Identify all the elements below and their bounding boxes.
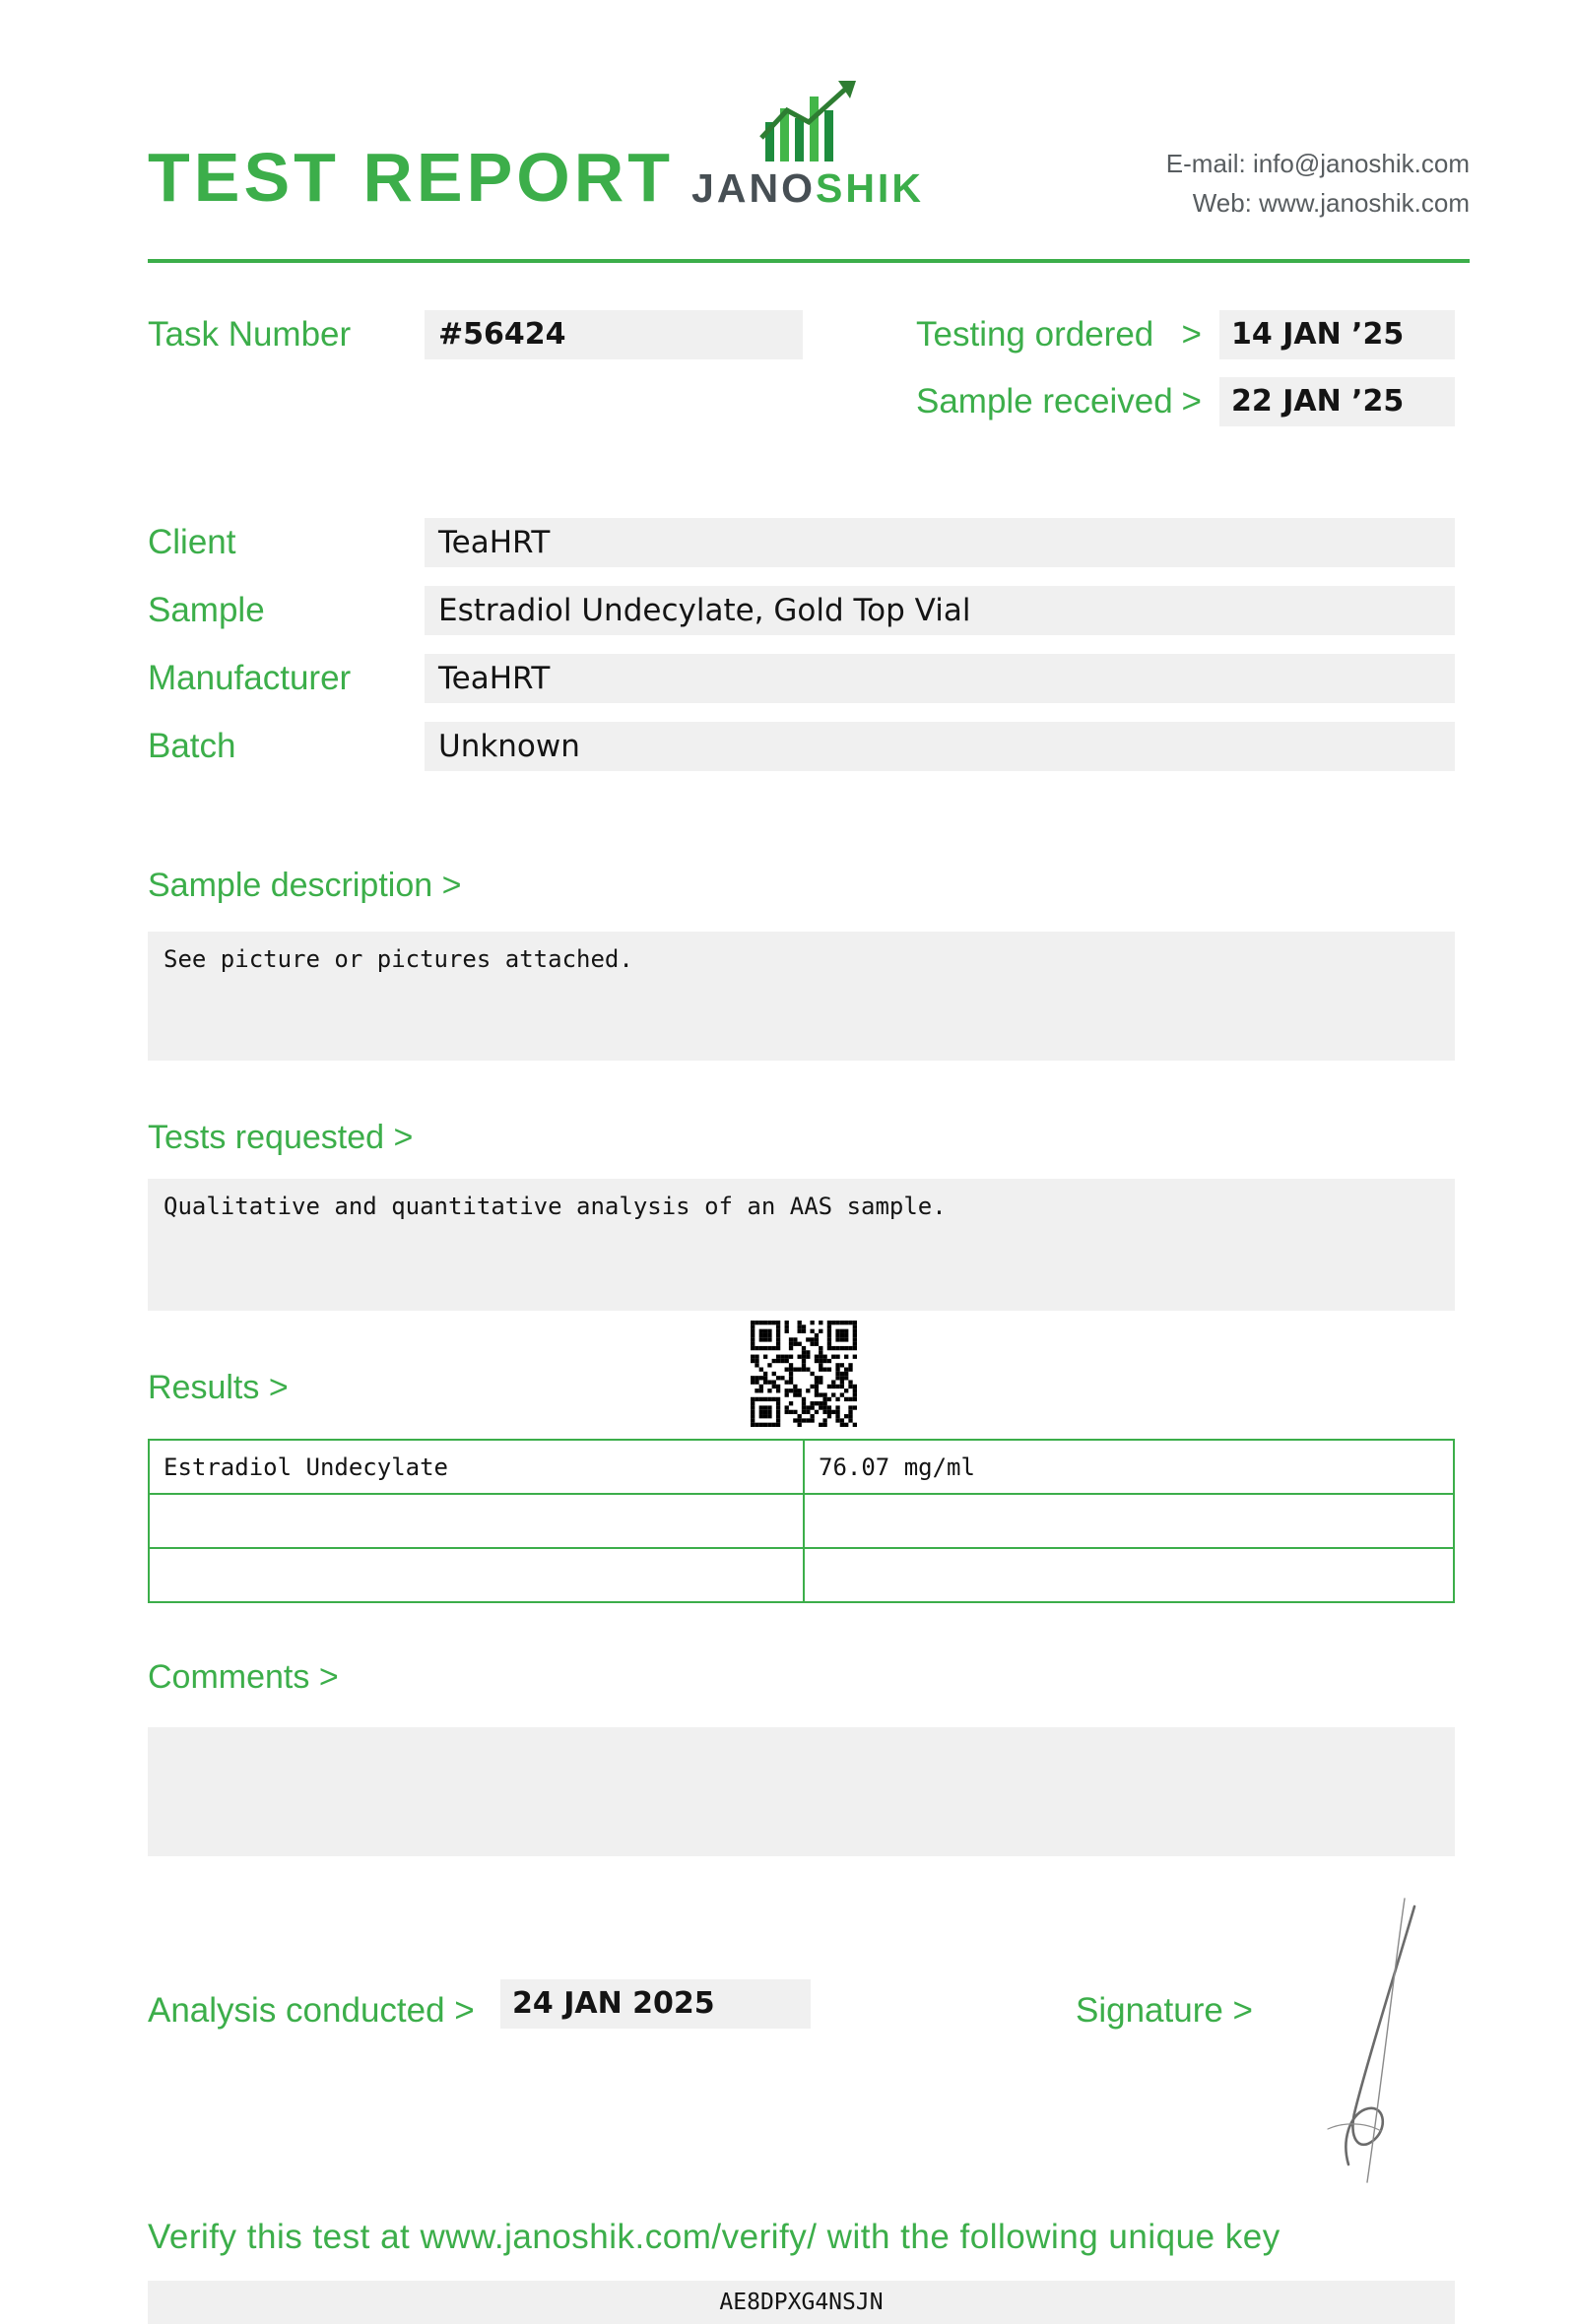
manufacturer-value: TeaHRT	[425, 654, 1455, 703]
client-value: TeaHRT	[425, 518, 1455, 567]
analysis-conducted-value: 24 JAN 2025	[500, 1979, 811, 2029]
result-substance: Estradiol Undecylate	[149, 1440, 804, 1494]
testing-ordered-value: 14 JAN ’25	[1219, 310, 1455, 359]
details-section	[148, 518, 1455, 790]
result-substance	[149, 1548, 804, 1602]
sample-value: Estradiol Undecylate, Gold Top Vial	[425, 586, 1455, 635]
analysis-conducted-label: Analysis conducted >	[148, 1991, 475, 2030]
manufacturer-label: Manufacturer	[148, 659, 352, 697]
client-label: Client	[148, 523, 236, 561]
unique-key-value: AE8DPXG4NSJN	[148, 2281, 1455, 2324]
contact-info	[1166, 144, 1470, 223]
web-label: Web:	[1192, 188, 1252, 218]
report-title: TEST REPORT	[148, 139, 675, 216]
logo-text-shik: SHIK	[815, 165, 924, 211]
logo-wordmark	[680, 165, 936, 212]
header-divider	[148, 259, 1470, 263]
result-amount	[804, 1494, 1454, 1548]
sample-label: Sample	[148, 591, 265, 629]
sample-received-value: 22 JAN ’25	[1219, 377, 1455, 426]
result-amount: 76.07 mg/ml	[804, 1440, 1454, 1494]
signature-scribble	[1298, 1897, 1436, 2192]
janoshik-logo	[680, 77, 936, 212]
batch-value: Unknown	[425, 722, 1455, 771]
tests-requested-text: Qualitative and quantitative analysis of an AAS sample.	[164, 1193, 947, 1220]
sample-description-box	[148, 932, 1455, 1061]
tests-requested-box	[148, 1179, 1455, 1311]
testing-ordered-text: Testing ordered	[916, 315, 1154, 354]
sample-received-text: Sample received	[916, 382, 1173, 420]
email-label: E-mail:	[1165, 149, 1246, 178]
sample-description-heading: Sample description >	[148, 867, 462, 904]
result-amount	[804, 1548, 1454, 1602]
client-row	[148, 518, 1455, 567]
sample-row	[148, 586, 1455, 635]
result-row	[149, 1494, 1454, 1548]
web-line	[1166, 183, 1470, 223]
logo-text-jano: JANO	[691, 165, 816, 211]
result-row	[149, 1548, 1454, 1602]
comments-box	[148, 1727, 1455, 1856]
email-line	[1166, 144, 1470, 183]
web-value: www.janoshik.com	[1259, 188, 1470, 218]
batch-row	[148, 722, 1455, 771]
qr-code	[751, 1321, 857, 1427]
results-table	[148, 1439, 1455, 1603]
email-value: info@janoshik.com	[1252, 149, 1470, 178]
manufacturer-row	[148, 654, 1455, 703]
result-row	[149, 1440, 1454, 1494]
tests-requested-heading: Tests requested >	[148, 1119, 414, 1156]
signature-label: Signature >	[1076, 1991, 1253, 2030]
comments-heading: Comments >	[148, 1658, 339, 1696]
results-heading: Results >	[148, 1369, 289, 1406]
chevron-right-icon: >	[1181, 382, 1202, 420]
logo-bars-icon	[754, 77, 862, 163]
batch-label: Batch	[148, 727, 236, 765]
result-substance	[149, 1494, 804, 1548]
sample-received-label	[916, 377, 1202, 426]
testing-ordered-label	[916, 310, 1202, 359]
chevron-right-icon: >	[1181, 315, 1202, 354]
task-number-value: #56424	[425, 310, 803, 359]
verify-instructions: Verify this test at www.janoshik.com/verify/ with the following unique key	[148, 2218, 1280, 2256]
sample-description-text: See picture or pictures attached.	[164, 945, 633, 973]
task-number-label: Task Number	[148, 315, 352, 354]
